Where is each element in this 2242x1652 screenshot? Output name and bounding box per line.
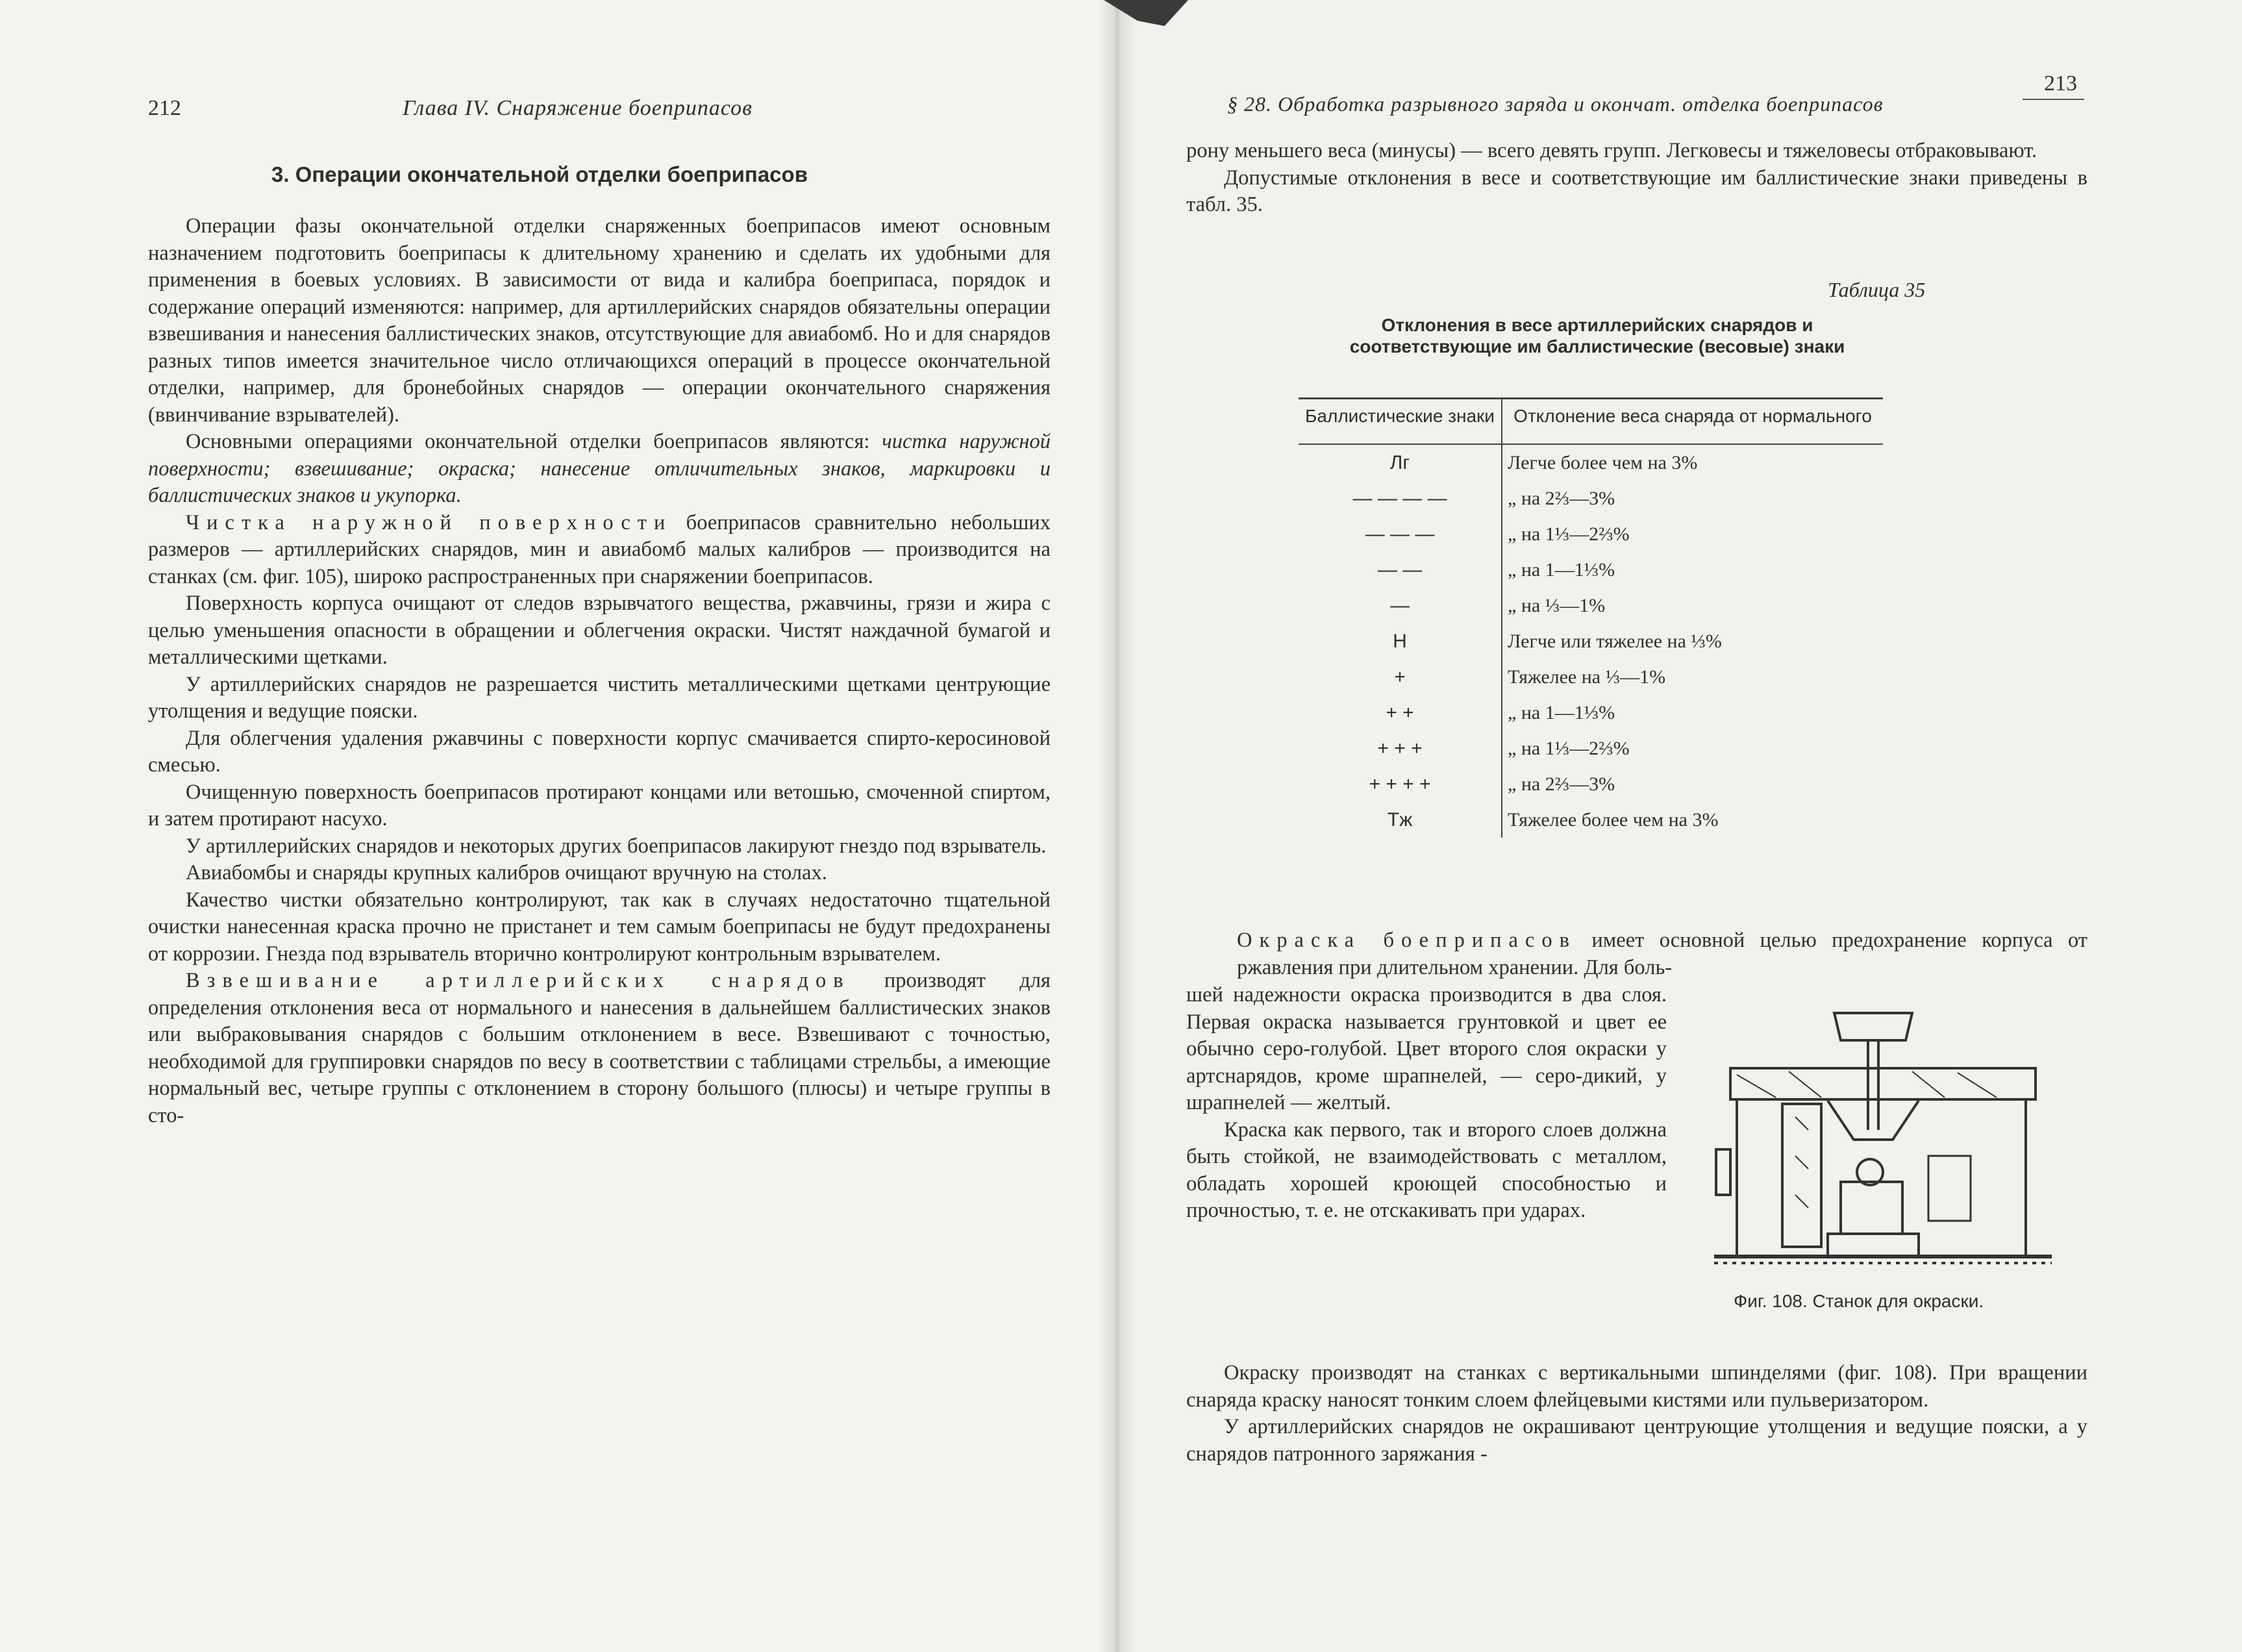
right-page [1114, 0, 2242, 1652]
table-row [1299, 731, 1883, 766]
weight-deviation-cell: „ на 2⅔—3% [1508, 487, 1615, 509]
ballistic-mark-cell: + + + + [1299, 766, 1502, 802]
ballistic-marks-table [1299, 397, 1883, 838]
paragraph: Краска как первого, так и второго слоев должна быть стойкой, не взаимодействовать с металлом, обладать хорошей кроющей способностью и прочностью, т. е. не отскакивать при ударах. [1186, 1118, 1667, 1222]
table-row [1299, 766, 1883, 802]
paragraph: Авиабомбы и снаряды крупных калибров очищают вручную на столах. [186, 861, 827, 884]
table-row [1299, 802, 1883, 838]
wrapped-text-column [1186, 982, 1667, 1225]
weight-deviation-cell: Легче или тяжелее на ⅓% [1508, 630, 1722, 652]
weight-deviation-cell: „ на 2⅔—3% [1508, 773, 1615, 795]
paint-paragraph-first-line [1186, 927, 2087, 981]
header-rule [2023, 99, 2084, 100]
ballistic-mark-cell: Тж [1299, 802, 1502, 838]
table-row [1299, 444, 1883, 481]
paragraph [148, 510, 1051, 591]
weight-deviation-cell: Легче более чем на 3% [1508, 451, 1698, 473]
weight-deviation-cell: Тяжелее более чем на 3% [1508, 808, 1719, 831]
spaced-text: Взвешивание артиллерийских снарядов [186, 969, 851, 992]
weight-deviation-cell: „ на 1⅓—2⅔% [1508, 737, 1630, 759]
table-row [1299, 588, 1883, 623]
ballistic-mark-cell: — — [1299, 552, 1502, 588]
table-label: Таблица 35 [1828, 278, 1926, 301]
ballistic-mark-cell: + + [1299, 695, 1502, 731]
weight-deviation-cell: Тяжелее на ⅓—1% [1508, 666, 1666, 688]
table-row [1299, 659, 1883, 695]
weight-deviation-cell: „ на ⅓—1% [1508, 594, 1606, 616]
weight-deviation-cell: „ на 1⅓—2⅔% [1508, 523, 1630, 545]
paragraph: шей надежности окраска производится в два слоя. Первая окраска называется грунтовкой и цвет ее обычно серо-голубой. Цвет второго слоя окраски у артснарядов, кроме шрапнелей, — серо-дикий, у шрапнелей — желтый. [1186, 983, 1667, 1114]
right-running-head: § 28. Обработка разрывного заряда и окончат. отделка боеприпасов [1227, 92, 1884, 116]
weight-deviation-cell: „ на 1—1⅓% [1508, 701, 1615, 723]
right-body-text-bottom [1186, 1360, 2087, 1468]
paragraph: Поверхность корпуса очищают от следов взрывчатого вещества, ржавчины, грязи и жира с целью уменьшения опасности в обращении и облегчения окраски. Чистят наждачной бумагой и металлическими щетками. [148, 592, 1051, 669]
paragraph: Очищенную поверхность боеприпасов протирают концами или ветошью, смоченной спиртом, и затем протирают насухо. [148, 780, 1051, 831]
paragraph: У артиллерийских снарядов не разрешается чистить металлическими щетками центрующие утолщения и ведущие пояски. [148, 672, 1051, 723]
right-page-number: 213 [2044, 71, 2077, 95]
paragraph: Допустимые отклонения в весе и соответствующие им баллистические знаки приведены в табл. 35. [1186, 166, 2087, 216]
right-body-text-top [1186, 138, 2087, 219]
left-running-head: Глава IV. Снаряжение боеприпасов [403, 96, 753, 120]
ballistic-mark-cell: + + + [1299, 731, 1502, 766]
paragraph: У артиллерийских снарядов и некоторых других боеприпасов лакируют гнездо под взрыватель. [186, 834, 1047, 858]
table-row [1299, 481, 1883, 516]
table-row [1299, 516, 1883, 552]
table-row [1299, 552, 1883, 588]
paragraph: Качество чистки обязательно контролируют, так как в случаях недостаточно тщательной очистки нанесенная краска прочно не пристанет и тем самым боеприпасы не будут предохранены от коррозии. Гнезда под взрыватель вторично контролируют контрольным взрывателем. [148, 888, 1051, 966]
weight-deviation-cell: „ на 1—1⅓% [1508, 558, 1615, 581]
book-gutter [1097, 0, 1136, 1652]
paragraph [1186, 927, 2087, 981]
column-header: Баллистические знаки [1299, 399, 1502, 445]
table-caption: Отклонения в весе артиллерийских снарядов и соответствующие им баллистические (весовые) знаки [1349, 315, 1845, 357]
paragraph: Для облегчения удаления ржавчины с поверхности корпус смачивается спирто-керосиновой смесью. [148, 726, 1051, 777]
spaced-text: Окраска боеприпасов [1237, 929, 1576, 952]
spaced-text: Чистка наружной поверхности [186, 510, 673, 534]
left-page-number: 212 [148, 96, 181, 120]
table-row [1299, 695, 1883, 731]
ballistic-mark-cell: Н [1299, 623, 1502, 659]
column-header: Отклонение веса снаряда от нормального [1502, 399, 1883, 445]
text-run: производят для определения отклонения веса от нормального и нанесения в дальнейшем баллистических знаков или выбраковывания снарядов с большим отклонением в весе. Взвешивают с точностью, необходимой для группировки снарядов по весу в соответствии с таблицами стрельбы, а имеющие нормальный вес, четыре группы с отклонением в сторону большого (плюсы) и четыре группы в сто- [148, 969, 1051, 1127]
text-run: боеприпасов сравнительно небольших размеров — артиллерийских снарядов, мин и авиабомб малых калибров — производится на станках (см. фиг. 105), широко распространенных при снаряжении боеприпасов. [148, 510, 1051, 588]
paragraph: Окраску производят на станках с вертикальными шпинделями (фиг. 108). При вращении снаряда краску наносят тонким слоем флейцевыми кистями или пульверизатором. [1186, 1361, 2087, 1412]
painting-machine-figure [1698, 1000, 2061, 1273]
figure-caption: Фиг. 108. Станок для окраски. [1734, 1291, 1984, 1311]
left-page [0, 0, 1114, 1652]
paragraph: У артиллерийских снарядов не окрашивают центрующие утолщения и ведущие пояски, а у снарядов патронного заряжания - [1186, 1415, 2087, 1466]
ballistic-mark-cell: — [1299, 588, 1502, 623]
ballistic-mark-cell: — — — — [1299, 481, 1502, 516]
paragraph [148, 968, 1051, 1129]
table-row [1299, 623, 1883, 659]
text-run: Основными операциями окончательной отделки боеприпасов являются: [186, 430, 870, 453]
paragraph [148, 429, 1051, 510]
left-body-text [148, 213, 1051, 1129]
paragraph: Операции фазы окончательной отделки снаряженных боеприпасов имеют основным назначением подготовить боеприпасы к длительному хранению и сделать их удобными для применения в боевых условиях. В зависимости от вида и калибра боеприпаса, порядок и содержание операций изменяются: например, для артиллерийских снарядов обязательны операции взвешивания и нанесения баллистических знаков, отсутствующие для авиабомб. Но и для снарядов разных типов имеется значительное число отличающихся операций в процессе окончательной отделки, например, для бронебойных снарядов — операции окончательного снаряжения (ввинчивание взрывателей). [148, 214, 1051, 427]
italic-text: чистка наружной поверхности; взвешивание; окраска; нанесение отличительных знаков, маркировки и баллистических знаков и укупорка. [148, 430, 1051, 507]
ballistic-mark-cell: + [1299, 659, 1502, 695]
table-body [1299, 444, 1883, 838]
ballistic-mark-cell: — — — [1299, 516, 1502, 552]
paragraph: рону меньшего веса (минусы) — всего девять групп. Легковесы и тяжеловесы отбраковывают. [1186, 139, 2037, 162]
section-title: 3. Операции окончательной отделки боеприпасов [271, 162, 808, 186]
ballistic-mark-cell: Лг [1299, 444, 1502, 481]
table-header-row [1299, 399, 1883, 445]
text-run: имеет основной целью предохранение корпуса от ржавления при длительном хранении. Для боль- [1237, 929, 2088, 979]
